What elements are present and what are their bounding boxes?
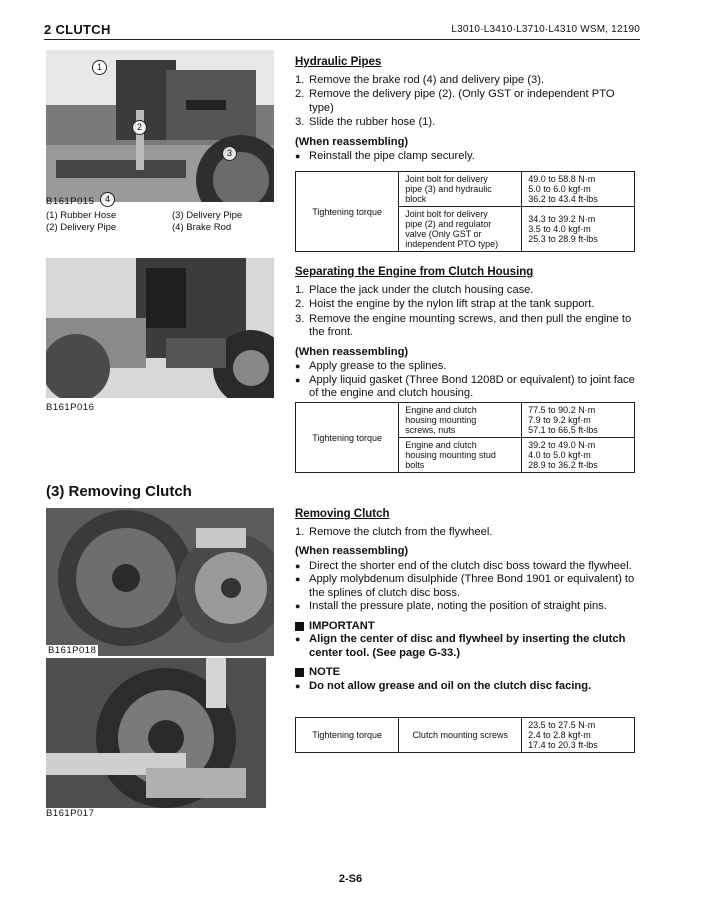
legend-row: (2) Delivery Pipe (4) Brake Rod — [46, 222, 232, 233]
photo-clutch-screws — [46, 658, 266, 808]
torque-label: Tightening torque — [296, 718, 399, 753]
reassembling-title: (When reassembling) — [295, 545, 409, 557]
figure-legend — [46, 210, 286, 234]
callout-1: 1 — [92, 60, 107, 75]
figure-id: B161P015 — [46, 196, 95, 207]
torque-item: Joint bolt for delivery pipe (3) and hydraulic block — [399, 172, 522, 207]
step: 1. Remove the clutch from the flywheel. — [295, 525, 493, 538]
step: 3. Remove the engine mounting screws, and then pull the engine to the front. — [295, 312, 632, 338]
step: 3. Slide the rubber hose (1). — [295, 116, 436, 128]
torque-value: 49.0 to 58.8 N·m 5.0 to 6.0 kgf·m 36.2 to 43.4 ft-lbs — [522, 172, 635, 207]
callout-3: 3 — [222, 146, 237, 161]
bullet: ● Reinstall the pipe clamp securely. — [295, 150, 475, 162]
square-bullet-icon — [295, 668, 304, 677]
torque-item: Clutch mounting screws — [399, 718, 522, 753]
figure-id: B161P016 — [46, 402, 95, 413]
reassembling-title: (When reassembling) — [295, 135, 409, 148]
reassembling-title: (When reassembling) — [295, 345, 409, 358]
important-bullet: ● Align the center of disc and flywheel by inserting the clutch center tool. (See page G-33.) — [295, 633, 626, 659]
square-bullet-icon — [295, 622, 304, 631]
figure-id: B161P017 — [46, 808, 95, 819]
bullet: ● Direct the shorter end of the clutch disc boss toward the flywheel. — [295, 559, 632, 572]
important-heading: IMPORTANT — [295, 620, 640, 634]
torque-item: Joint bolt for delivery pipe (2) and regulator valve (Only GST or independent PTO type) — [399, 207, 522, 252]
torque-table-hydraulic — [295, 171, 635, 252]
step: 1. Place the jack under the clutch housing case. — [295, 283, 534, 296]
step: 2. Hoist the engine by the nylon lift strap at the tank support. — [295, 298, 595, 310]
photo-engine-separation — [46, 258, 274, 398]
photo-clutch-removal — [46, 508, 274, 656]
hydraulic-pipes-section — [295, 56, 640, 164]
section-title: (3) Removing Clutch — [46, 483, 192, 500]
torque-item: Engine and clutch housing mounting screws, nuts — [399, 403, 522, 438]
callout-4: 4 — [100, 192, 115, 207]
torque-table-engine — [295, 402, 635, 473]
torque-value: 23.5 to 27.5 N·m 2.4 to 2.8 kgf·m 17.4 to 20.3 ft-lbs — [522, 718, 635, 753]
figure-id: B161P018 — [48, 645, 97, 656]
page-number: 2-S6 — [338, 873, 363, 885]
separating-section — [295, 266, 640, 401]
note-bullet: ● Do not allow grease and oil on the clutch disc facing. — [295, 679, 592, 692]
torque-item: Engine and clutch housing mounting stud bolts — [399, 438, 522, 473]
page-header — [44, 22, 640, 40]
torque-table-clutch — [295, 717, 635, 753]
torque-label: Tightening torque — [296, 172, 399, 252]
subsection-title: Separating the Engine from Clutch Housing — [295, 266, 534, 278]
subsection-title: Removing Clutch — [295, 508, 390, 520]
callout-2: 2 — [132, 120, 147, 135]
step: 2. Remove the delivery pipe (2). (Only GST or independent PTO type) — [295, 88, 615, 114]
torque-value: 34.3 to 39.2 N·m 3.5 to 4.0 kgf·m 25.3 to 28.9 ft-lbs — [522, 207, 635, 252]
note-heading: NOTE — [295, 666, 640, 680]
torque-value: 39.2 to 49.0 N·m 4.0 to 5.0 kgf·m 28.9 to 36.2 ft-lbs — [522, 438, 635, 473]
model-label: L3010·L3410·L3710·L4310 WSM, 12190 — [451, 24, 640, 35]
legend-row: (1) Rubber Hose (3) Delivery Pipe — [46, 210, 243, 221]
bullet: ● Install the pressure plate, noting the position of straight pins. — [295, 600, 607, 612]
bullet: ● Apply grease to the splines. — [295, 360, 447, 372]
step: 1. Remove the brake rod (4) and delivery pipe (3). — [295, 73, 545, 86]
photo-hydraulic-pipes — [46, 50, 274, 202]
removing-clutch-section — [295, 508, 640, 693]
bullet: ● Apply liquid gasket (Three Bond 1208D or equivalent) to joint face of the engine and clutch housing. — [295, 373, 635, 399]
section-label: 2 CLUTCH — [44, 22, 111, 37]
torque-label: Tightening torque — [296, 403, 399, 473]
torque-value: 77.5 to 90.2 N·m 7.9 to 9.2 kgf·m 57.1 to 66.5 ft-lbs — [522, 403, 635, 438]
subsection-title: Hydraulic Pipes — [295, 56, 382, 68]
bullet: ● Apply molybdenum disulphide (Three Bond 1901 or equivalent) to the splines of clutch disc boss. — [295, 573, 635, 599]
